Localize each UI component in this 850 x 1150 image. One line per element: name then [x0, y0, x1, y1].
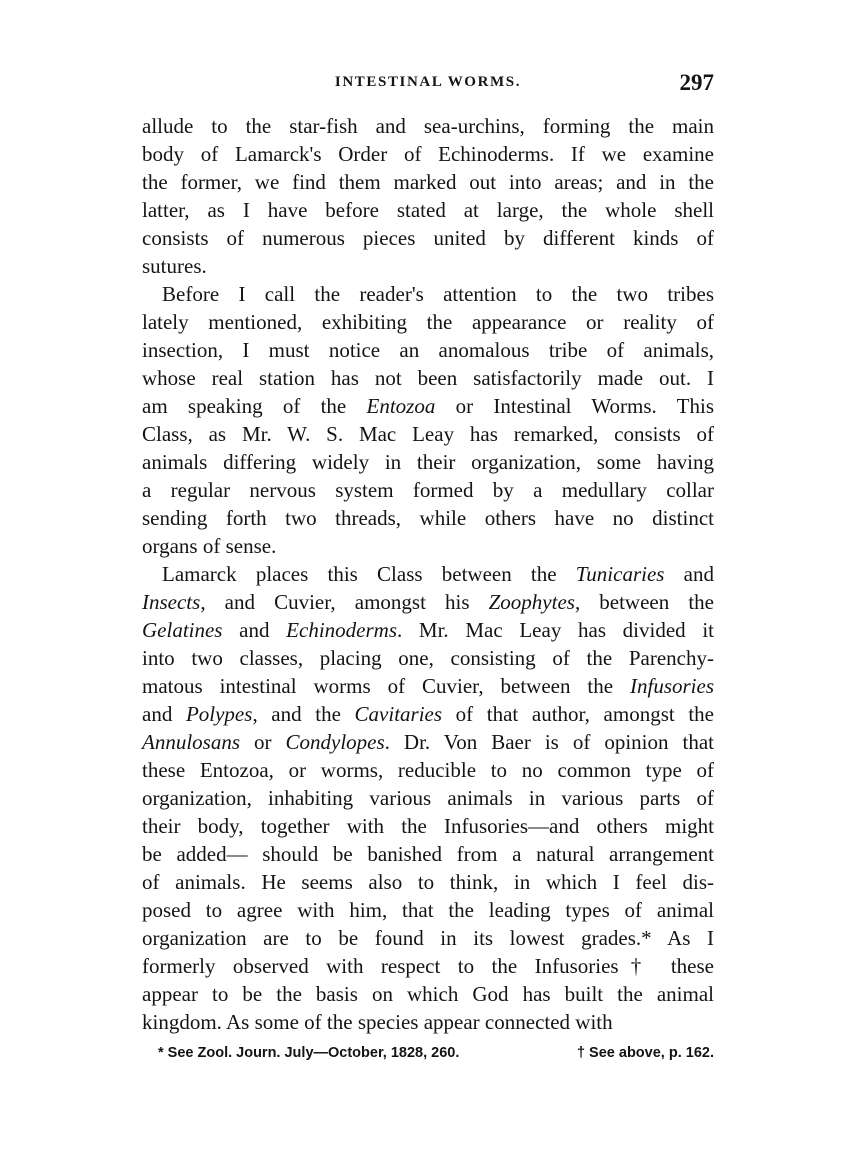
paragraph: [142, 112, 714, 280]
text-segment: or: [240, 730, 286, 754]
text-segment: appear to be the basis on which God has built the animal: [142, 982, 714, 1006]
text-segment: Class, as Mr. W. S. Mac Leay has remarked, consists of: [142, 422, 714, 446]
text-segment: consists of numerous pieces united by different kinds of: [142, 226, 714, 250]
text-segment: of animals. He seems also to think, in which I feel dis-: [142, 870, 714, 894]
text-segment: am speaking of the: [142, 394, 367, 418]
text-line: [142, 168, 714, 196]
italic-term: Insects: [142, 590, 201, 614]
running-title: INTESTINAL WORMS.: [334, 74, 522, 90]
italic-term: Echinoderms: [286, 618, 397, 642]
text-segment: sutures.: [142, 254, 207, 278]
text-line: [142, 532, 714, 560]
text-segment: sending forth two threads, while others have no distinct: [142, 506, 714, 530]
text-segment: of that author, amongst the: [442, 702, 714, 726]
text-line: [142, 336, 714, 364]
paragraph: [142, 280, 714, 560]
text-line: [142, 560, 714, 588]
text-line: [142, 672, 714, 700]
text-line: [142, 224, 714, 252]
text-line: [142, 756, 714, 784]
text-segment: and: [664, 562, 714, 586]
text-segment: . Mr. Mac Leay has divided it: [397, 618, 714, 642]
italic-term: Cavitaries: [354, 702, 443, 726]
text-segment: the former, we find them marked out into areas; and in the: [142, 170, 714, 194]
text-segment: Before I call the reader's attention to the two tribes: [162, 282, 714, 306]
italic-term: Zoophytes: [488, 590, 575, 614]
footnote-star: * See Zool. Journ. July—October, 1828, 260.: [158, 1045, 460, 1061]
text-line: [142, 448, 714, 476]
running-head: [142, 70, 714, 100]
text-segment: their body, together with the Infusories—and others might: [142, 814, 714, 838]
text-line: [142, 504, 714, 532]
italic-term: Annulosans: [142, 730, 241, 754]
text-segment: . Dr. Von Baer is of opinion that: [384, 730, 714, 754]
italic-term: Polypes: [185, 702, 253, 726]
text-line: [142, 616, 714, 644]
text-segment: matous intestinal worms of Cuvier, between the: [142, 674, 630, 698]
text-line: [142, 952, 714, 980]
text-line: [142, 196, 714, 224]
text-segment: latter, as I have before stated at large, the whole shell: [142, 198, 714, 222]
text-segment: or Intestinal Worms. This: [435, 394, 714, 418]
text-segment: , and Cuvier, amongst his: [200, 590, 489, 614]
text-line: [142, 364, 714, 392]
text-line: [142, 868, 714, 896]
text-segment: posed to agree with him, that the leading types of animal: [142, 898, 714, 922]
text-segment: be added— should be banished from a natural arrangement: [142, 842, 714, 866]
text-line: [142, 140, 714, 168]
text-segment: body of Lamarck's Order of Echinoderms. If we examine: [142, 142, 714, 166]
text-line: [142, 924, 714, 952]
text-line: [142, 280, 714, 308]
italic-term: Tunicaries: [575, 562, 665, 586]
page-number: 297: [679, 70, 714, 95]
text-segment: animals differing widely in their organization, some having: [142, 450, 714, 474]
text-line: [142, 252, 714, 280]
text-segment: whose real station has not been satisfactorily made out. I: [142, 366, 714, 390]
text-segment: , between the: [574, 590, 714, 614]
text-line: [142, 308, 714, 336]
italic-term: Condylopes: [285, 730, 385, 754]
text-line: [142, 784, 714, 812]
text-line: [142, 840, 714, 868]
text-line: [142, 476, 714, 504]
text-line: [142, 700, 714, 728]
text-line: [142, 980, 714, 1008]
text-segment: kingdom. As some of the species appear connected with: [142, 1010, 613, 1034]
italic-term: Entozoa: [366, 394, 436, 418]
text-line: [142, 588, 714, 616]
italic-term: Infusories: [630, 674, 714, 698]
text-segment: organization, inhabiting various animals in various parts of: [142, 786, 714, 810]
text-segment: and: [222, 618, 287, 642]
text-segment: insection, I must notice an anomalous tribe of animals,: [142, 338, 714, 362]
text-line: [142, 112, 714, 140]
footnote-dagger: † See above, p. 162.: [576, 1045, 714, 1061]
italic-term: Gelatines: [142, 618, 223, 642]
text-segment: organization are to be found in its lowest grades.* As I: [142, 926, 714, 950]
text-line: [142, 812, 714, 840]
text-line: [142, 420, 714, 448]
text-segment: and: [142, 702, 186, 726]
text-segment: organs of sense.: [142, 534, 277, 558]
text-line: [142, 728, 714, 756]
paragraph: [142, 560, 714, 1036]
text-segment: , and the: [252, 702, 355, 726]
body-text: [142, 112, 714, 1036]
text-line: [142, 392, 714, 420]
text-segment: allude to the star-fish and sea-urchins, forming the main: [142, 114, 714, 138]
text-segment: these Entozoa, or worms, reducible to no common type of: [142, 758, 714, 782]
text-line: [142, 1008, 714, 1036]
text-segment: a regular nervous system formed by a medullary collar: [142, 478, 714, 502]
text-segment: Lamarck places this Class between the: [162, 562, 576, 586]
text-segment: formerly observed with respect to the Infusories† these: [142, 954, 714, 978]
text-segment: into two classes, placing one, consisting of the Parenchy-: [142, 646, 714, 670]
text-segment: lately mentioned, exhibiting the appearance or reality of: [142, 310, 714, 334]
text-line: [142, 896, 714, 924]
text-line: [142, 644, 714, 672]
footnotes: [158, 1043, 714, 1067]
